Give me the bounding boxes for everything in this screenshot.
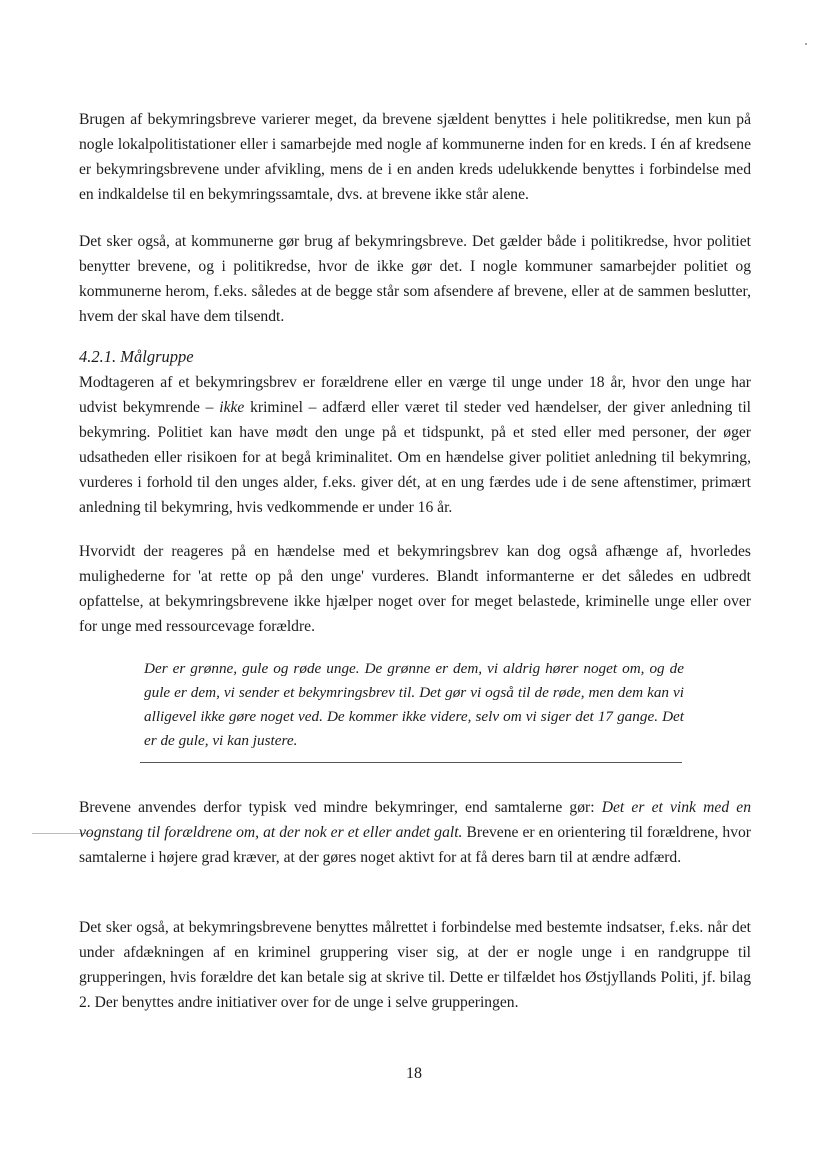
informant-quote: Der er grønne, gule og røde unge. De grønne er dem, vi aldrig hører noget om, og de gule er dem, vi sender et bekymringsbrev til. Det gør vi også til de røde, men dem kan vi alligevel ikke gøre noget ved. De kommer ikke videre, selv om vi siger det 17 gange. Det er de gule, vi kan justere. [144,660,684,749]
minor-concerns-text-a: Brevene anvendes derfor typisk ved mindre bekymringer, end samtalerne gør: [79,799,602,816]
paragraph-targeted-use: Det sker også, at bekymringsbrevene benyttes målrettet i forbindelse med bestemte indsatser, f.eks. når det under afdækningen af en kriminel gruppering viser sig, at der er nogle unge i en randgruppe til grupperingen, hvis forældre det kan betale sig at skrive til. Dette er tilfældet hos Østjyllands Politi, jf. bilag 2. Der benyttes andre initiativer over for de unge i selve grupperingen. [79,919,751,1011]
quote-divider [140,762,682,763]
paragraph-usage-variation: Brugen af bekymringsbreve varierer meget, da brevene sjældent benyttes i hele politikredse, men kun på nogle lokalpolitistationer eller i samarbejde med nogle af kommunerne inden for en kreds. I én af kredsene er bekymringsbrevene under afvikling, mens de i en anden kreds udelukkende benyttes i forbindelse med en indkaldelse til en bekymringssamtale, dvs. at brevene ikke står alene. [79,111,751,203]
target-group-emphasis: ikke [219,399,245,416]
paragraph-reaction-assessment: Hvorvidt der reageres på en hændelse med et bekymringsbrev kan dog også afhænge af, hvorledes mulighederne for 'at rette op på den unge' vurderes. Blandt informanterne er det således en udbredt opfattelse, at bekymringsbrevene ikke hjælper noget over for meget belastede, kriminelle unge eller over for unge med ressourcevage forældre. [79,543,751,635]
page-number: 18 [406,1065,422,1082]
target-group-text-b: kriminel – adfærd eller været til steder ved hændelser, der giver anledning til bekymring. Politiet kan have mødt den unge på et tidspunkt, på et sted eller med personer, der øger udsatheden eller risikoen for at begå kriminalitet. Om en hændelse giver politiet anledning til bekymring, vurderes i forhold til den unges alder, f.eks. giver dét, at en ung færdes ude i de sene aftenstimer, primært anledning til bekymring, hvis vedkommende er under 16 år. [79,399,751,516]
minor-concerns-text-b: Brevene er en orientering til forældrene, hvor samtalerne i højere grad kræver, at der gøres noget aktivt for at få deres barn til at ændre adfærd. [79,824,751,866]
paragraph-municipal-use: Det sker også, at kommunerne gør brug af bekymringsbreve. Det gælder både i politikredse, hvor politiet benytter brevene, og i politikredse, hvor de ikke gør det. I nogle kommuner samarbejder politiet og kommunerne herom, f.eks. således at de begge står som afsendere af brevene, eller at de sammen beslutter, hvem der skal have dem tilsendt. [79,233,751,325]
section-heading: 4.2.1. Målgruppe [79,347,194,366]
target-group-text-a: Modtageren af et bekymringsbrev er forældrene eller en værge til unge under 18 år, hvor den unge har udvist bekymrende – [79,374,751,416]
paragraph-minor-concerns [79,795,751,870]
scan-speck [805,43,807,45]
minor-concerns-emphasis: Det er et vink med en vognstang til forældrene om, at der nok er et eller andet galt. [79,799,752,841]
paragraph-target-group [79,370,751,520]
